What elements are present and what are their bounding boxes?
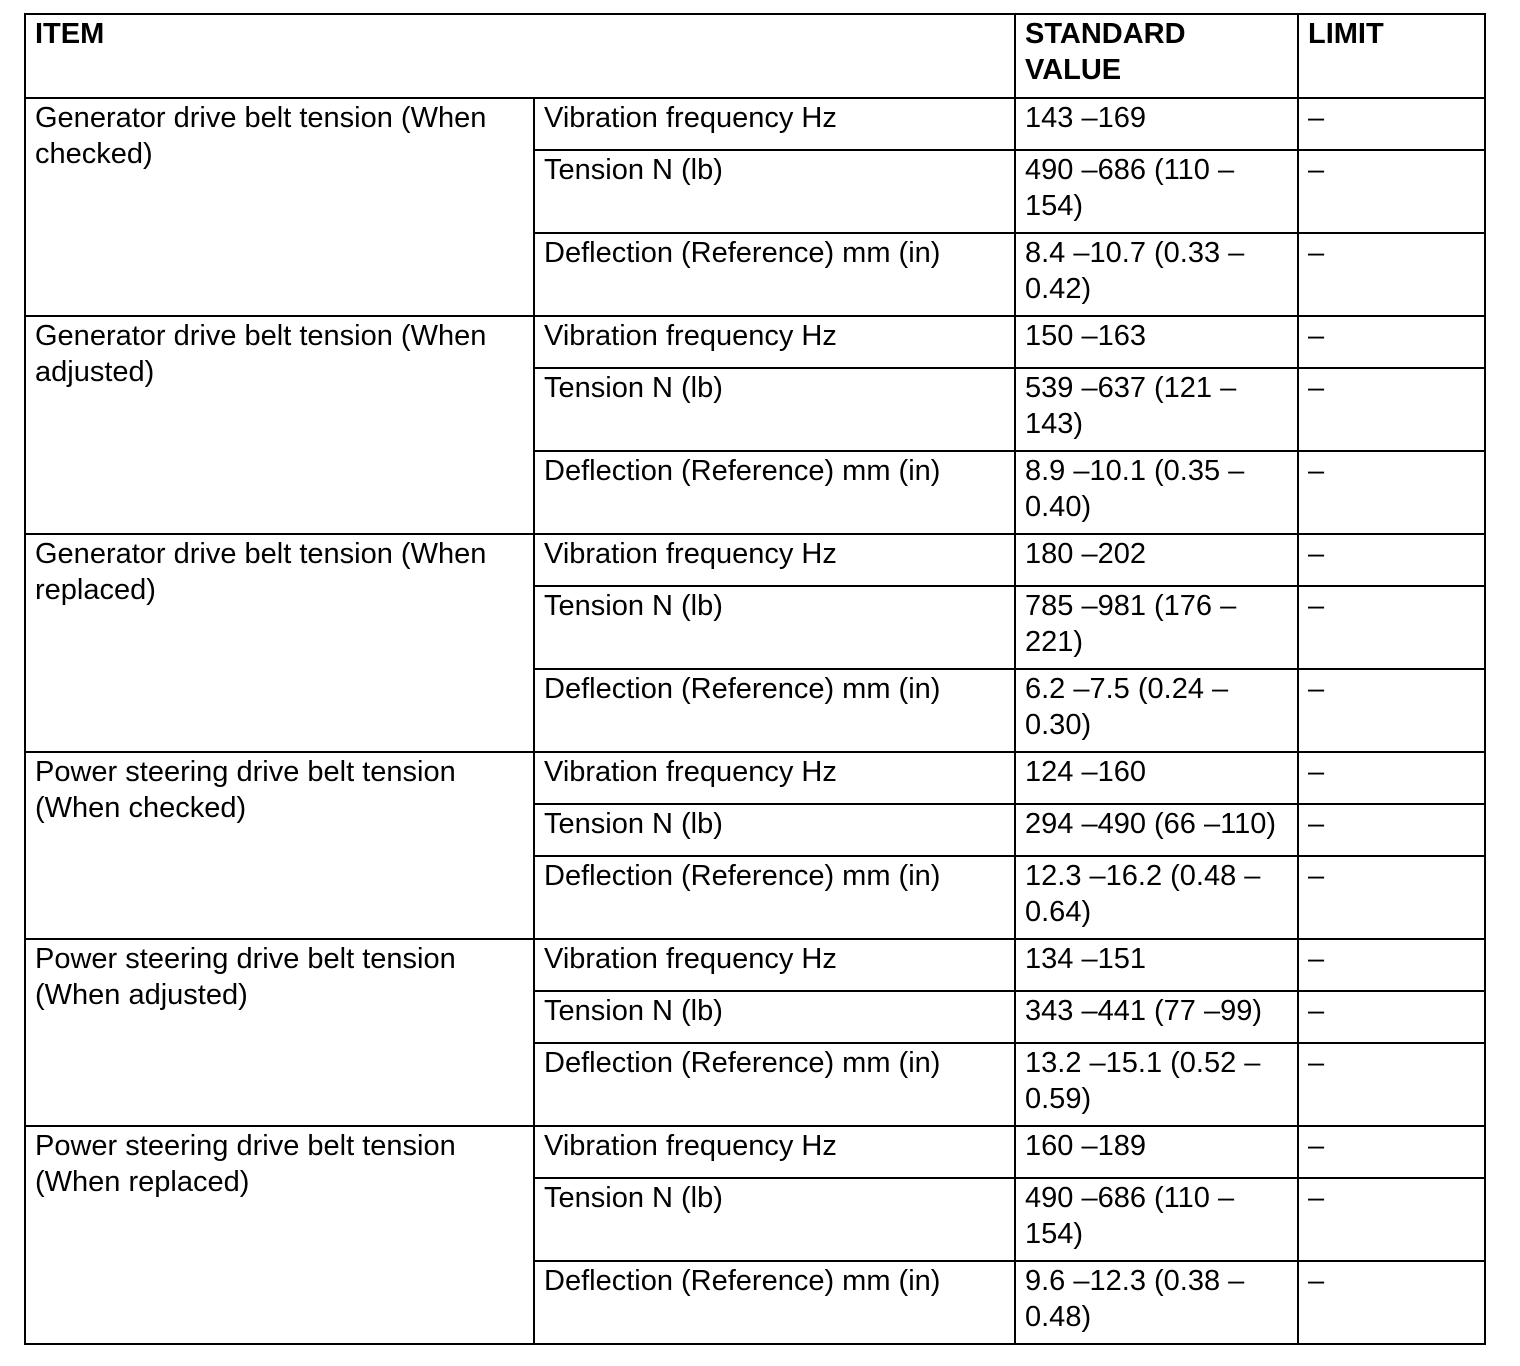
standard-value-cell: 785 –981 (176 – 221) <box>1015 586 1298 669</box>
standard-value-cell: 143 –169 <box>1015 98 1298 150</box>
parameter-cell: Vibration frequency Hz <box>534 752 1015 804</box>
item-cell: Generator drive belt tension (When checked) <box>25 98 534 316</box>
limit-cell: – <box>1298 669 1485 752</box>
standard-value-cell: 539 –637 (121 – 143) <box>1015 368 1298 451</box>
limit-cell: – <box>1298 1261 1485 1344</box>
standard-value-cell: 490 –686 (110 – 154) <box>1015 1178 1298 1261</box>
limit-cell: – <box>1298 1126 1485 1178</box>
item-cell: Generator drive belt tension (When replaced) <box>25 534 534 752</box>
limit-cell: – <box>1298 1043 1485 1126</box>
standard-value-cell: 160 –189 <box>1015 1126 1298 1178</box>
standard-value-cell: 12.3 –16.2 (0.48 – 0.64) <box>1015 856 1298 939</box>
standard-value-cell: 13.2 –15.1 (0.52 – 0.59) <box>1015 1043 1298 1126</box>
limit-cell: – <box>1298 1178 1485 1261</box>
table-row <box>25 1126 1485 1178</box>
parameter-cell: Vibration frequency Hz <box>534 98 1015 150</box>
limit-cell: – <box>1298 368 1485 451</box>
parameter-cell: Vibration frequency Hz <box>534 534 1015 586</box>
table-row <box>25 752 1485 804</box>
parameter-cell: Deflection (Reference) mm (in) <box>534 856 1015 939</box>
table-row <box>25 939 1485 991</box>
item-cell: Power steering drive belt tension (When checked) <box>25 752 534 939</box>
header-item: ITEM <box>25 14 1015 98</box>
header-limit: LIMIT <box>1298 14 1485 98</box>
standard-value-cell: 8.9 –10.1 (0.35 – 0.40) <box>1015 451 1298 534</box>
standard-value-cell: 8.4 –10.7 (0.33 – 0.42) <box>1015 233 1298 316</box>
limit-cell: – <box>1298 586 1485 669</box>
parameter-cell: Tension N (lb) <box>534 368 1015 451</box>
limit-cell: – <box>1298 98 1485 150</box>
parameter-cell: Deflection (Reference) mm (in) <box>534 451 1015 534</box>
parameter-cell: Tension N (lb) <box>534 586 1015 669</box>
parameter-cell: Vibration frequency Hz <box>534 316 1015 368</box>
parameter-cell: Deflection (Reference) mm (in) <box>534 669 1015 752</box>
standard-value-cell: 134 –151 <box>1015 939 1298 991</box>
limit-cell: – <box>1298 233 1485 316</box>
limit-cell: – <box>1298 451 1485 534</box>
belt-tension-spec-table <box>24 13 1486 1345</box>
table-row <box>25 316 1485 368</box>
standard-value-cell: 124 –160 <box>1015 752 1298 804</box>
standard-value-cell: 180 –202 <box>1015 534 1298 586</box>
table-row <box>25 534 1485 586</box>
standard-value-cell: 294 –490 (66 –110) <box>1015 804 1298 856</box>
table-row <box>25 98 1485 150</box>
item-cell: Power steering drive belt tension (When replaced) <box>25 1126 534 1344</box>
parameter-cell: Tension N (lb) <box>534 804 1015 856</box>
header-standard-value: STANDARD VALUE <box>1015 14 1298 98</box>
item-cell: Power steering drive belt tension (When adjusted) <box>25 939 534 1126</box>
standard-value-cell: 343 –441 (77 –99) <box>1015 991 1298 1043</box>
standard-value-cell: 150 –163 <box>1015 316 1298 368</box>
limit-cell: – <box>1298 939 1485 991</box>
standard-value-cell: 490 –686 (110 – 154) <box>1015 150 1298 233</box>
parameter-cell: Tension N (lb) <box>534 1178 1015 1261</box>
parameter-cell: Vibration frequency Hz <box>534 1126 1015 1178</box>
table-header-row <box>25 14 1485 98</box>
item-cell: Generator drive belt tension (When adjusted) <box>25 316 534 534</box>
limit-cell: – <box>1298 856 1485 939</box>
parameter-cell: Deflection (Reference) mm (in) <box>534 1261 1015 1344</box>
parameter-cell: Deflection (Reference) mm (in) <box>534 1043 1015 1126</box>
parameter-cell: Tension N (lb) <box>534 150 1015 233</box>
parameter-cell: Vibration frequency Hz <box>534 939 1015 991</box>
standard-value-cell: 9.6 –12.3 (0.38 – 0.48) <box>1015 1261 1298 1344</box>
limit-cell: – <box>1298 991 1485 1043</box>
limit-cell: – <box>1298 316 1485 368</box>
parameter-cell: Tension N (lb) <box>534 991 1015 1043</box>
parameter-cell: Deflection (Reference) mm (in) <box>534 233 1015 316</box>
limit-cell: – <box>1298 150 1485 233</box>
limit-cell: – <box>1298 534 1485 586</box>
limit-cell: – <box>1298 804 1485 856</box>
standard-value-cell: 6.2 –7.5 (0.24 – 0.30) <box>1015 669 1298 752</box>
limit-cell: – <box>1298 752 1485 804</box>
